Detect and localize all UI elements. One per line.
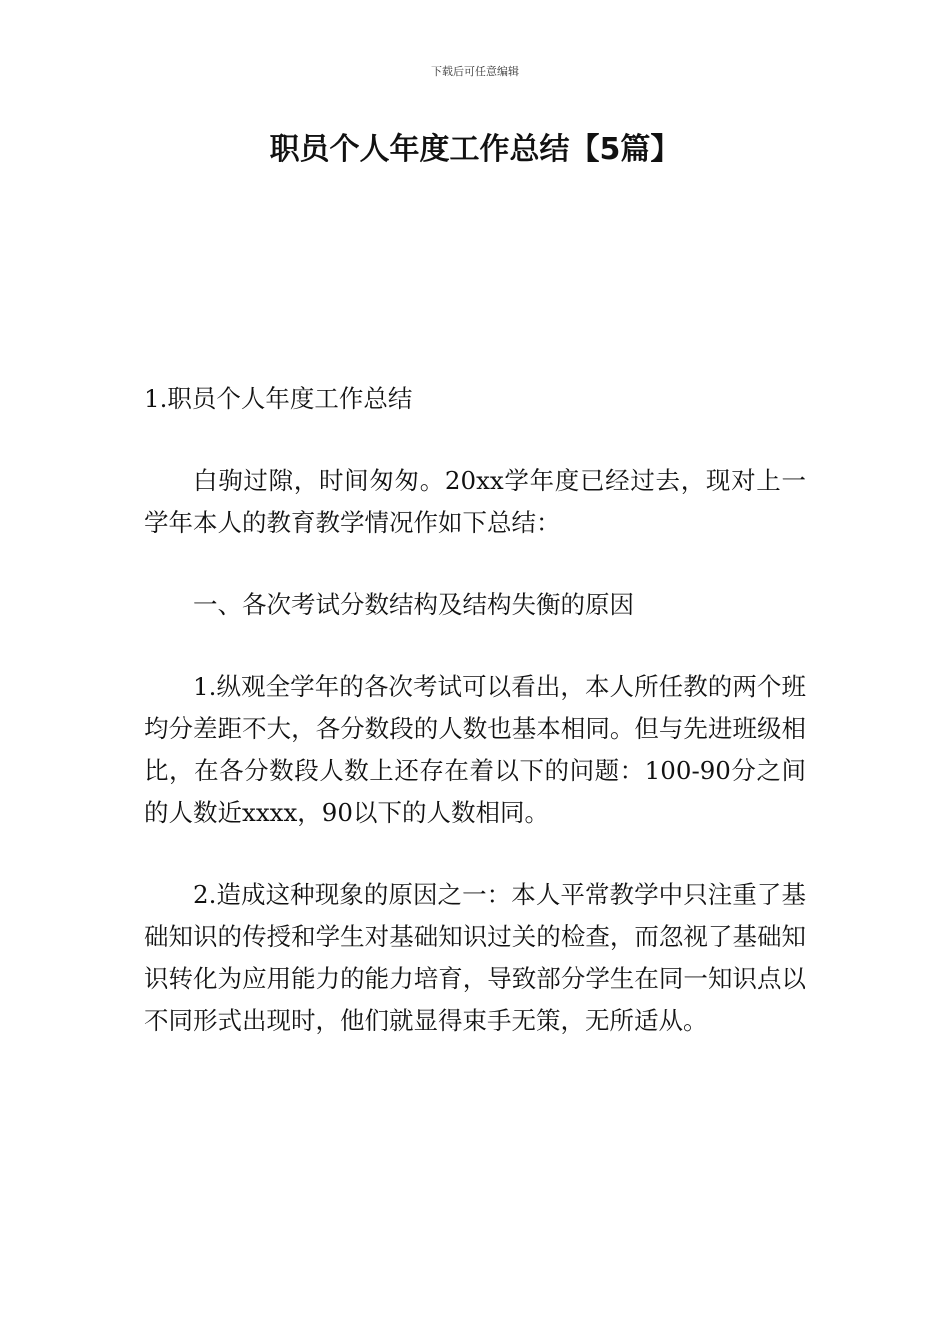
spacer bbox=[144, 420, 806, 460]
spacer bbox=[144, 626, 806, 666]
header-note: 下载后可任意编辑 bbox=[431, 65, 519, 78]
paragraph-intro: 白驹过隙，时间匆匆。20xx学年度已经过去，现对上一学年本人的教育教学情况作如下总结： bbox=[144, 466, 806, 537]
spacer bbox=[144, 834, 806, 874]
document-title: 职员个人年度工作总结【5篇】 bbox=[269, 132, 681, 167]
section-heading: 1.职员个人年度工作总结 bbox=[144, 384, 413, 413]
document-body bbox=[144, 378, 806, 1042]
paragraph-point-2: 2.造成这种现象的原因之一：本人平常教学中只注重了基础知识的传授和学生对基础知识过关的检查，而忽视了基础知识转化为应用能力的能力培育，导致部分学生在同一知识点以不同形式出现时，他们就显得束手无策，无所适从。 bbox=[144, 880, 806, 1035]
paragraph-point-1: 1.纵观全学年的各次考试可以看出，本人所任教的两个班均分差距不大，各分数段的人数也基本相同。但与先进班级相比，在各分数段人数上还存在着以下的问题：100-90分之间的人数近xxxx，90以下的人数相同。 bbox=[144, 672, 806, 827]
spacer bbox=[144, 544, 806, 584]
paragraph-subheading: 一、各次考试分数结构及结构失衡的原因 bbox=[193, 590, 634, 619]
